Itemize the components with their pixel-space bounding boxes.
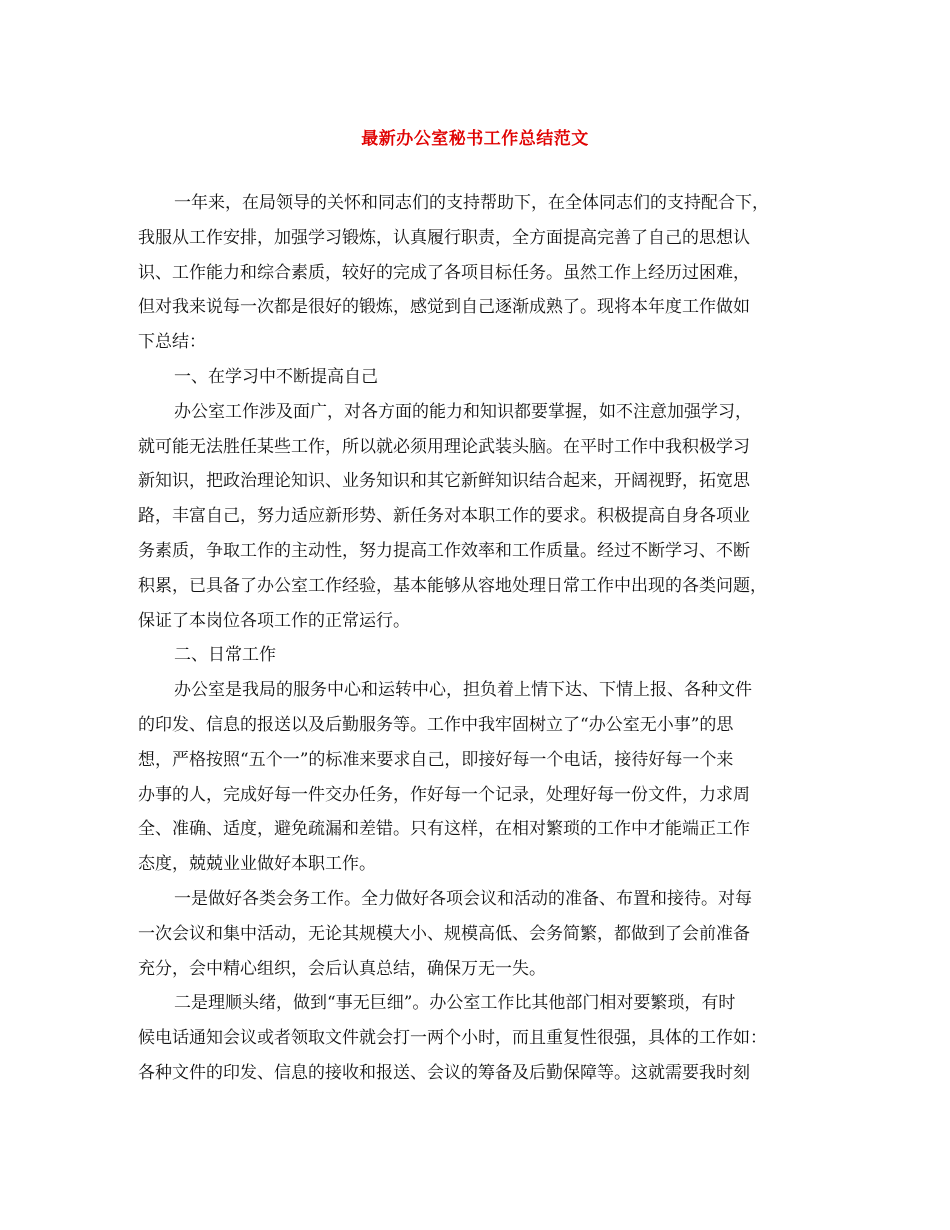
text-line: 办事的人，完成好每一件交办任务，作好每一个记录，处理好每一份文件，力求周 [138, 784, 750, 805]
text-line: 的印发、信息的报送以及后勤服务等。工作中我牢固树立了“办公室无小事”的思 [138, 714, 734, 735]
text-line: 识、工作能力和综合素质，较好的完成了各项目标任务。虽然工作上经历过困难， [138, 262, 750, 283]
text-line: 我服从工作安排，加强学习锻炼，认真履行职责，全方面提高完善了自己的思想认 [138, 227, 750, 248]
text-line: 下总结： [138, 332, 206, 353]
text-line: 新知识，把政治理论知识、业务知识和其它新鲜知识结合起来，开阔视野，拓宽思 [138, 471, 750, 492]
text-line: 二是理顺头绪，做到“事无巨细”。办公室工作比其他部门相对要繁琐，有时 [174, 993, 736, 1014]
text-line: 想，严格按照“五个一”的标准来要求自己，即接好每一个电话，接待好每一个来 [138, 749, 734, 770]
text-line: 二、日常工作 [174, 645, 276, 666]
text-line: 积累，已具备了办公室工作经验，基本能够从容地处理日常工作中出现的各类问题， [138, 575, 767, 596]
text-line: 一次会议和集中活动，无论其规模大小、规模高低、会务简繁，都做到了会前准备 [138, 923, 750, 944]
text-line: 办公室是我局的服务中心和运转中心，担负着上情下达、下情上报、各种文件 [174, 680, 752, 701]
text-line: 态度，兢兢业业做好本职工作。 [138, 854, 376, 875]
text-line: 办公室工作涉及面广，对各方面的能力和知识都要掌握，如不注意加强学习， [174, 401, 752, 422]
text-line: 充分，会中精心组织，会后认真总结，确保万无一失。 [138, 958, 546, 979]
text-line: 全、准确、适度，避免疏漏和差错。只有这样，在相对繁琐的工作中才能端正工作 [138, 819, 750, 840]
text-line: 一、在学习中不断提高自己 [174, 366, 378, 387]
text-line: 各种文件的印发、信息的接收和报送、会议的筹备及后勤保障等。这就需要我时刻 [138, 1062, 750, 1083]
text-line: 路，丰富自己，努力适应新形势、新任务对本职工作的要求。积极提高自身各项业 [138, 506, 750, 527]
text-line: 保证了本岗位各项工作的正常运行。 [138, 610, 410, 631]
text-line: 务素质，争取工作的主动性，努力提高工作效率和工作质量。经过不断学习、不断 [138, 540, 750, 561]
text-line: 但对我来说每一次都是很好的锻炼，感觉到自己逐渐成熟了。现将本年度工作做如 [138, 297, 750, 318]
text-line: 一是做好各类会务工作。全力做好各项会议和活动的准备、布置和接待。对每 [174, 888, 752, 909]
document-body [138, 186, 828, 1091]
text-line: 一年来，在局领导的关怀和同志们的支持帮助下，在全体同志们的支持配合下， [174, 193, 769, 213]
text-line: 候电话通知会议或者领取文件就会打一两个小时，而且重复性很强，具体的工作如： [138, 1028, 767, 1049]
page-title: 最新办公室秘书工作总结范文 [361, 129, 589, 149]
text-line: 就可能无法胜任某些工作，所以就必须用理论武装头脑。在平时工作中我积极学习 [138, 436, 750, 457]
